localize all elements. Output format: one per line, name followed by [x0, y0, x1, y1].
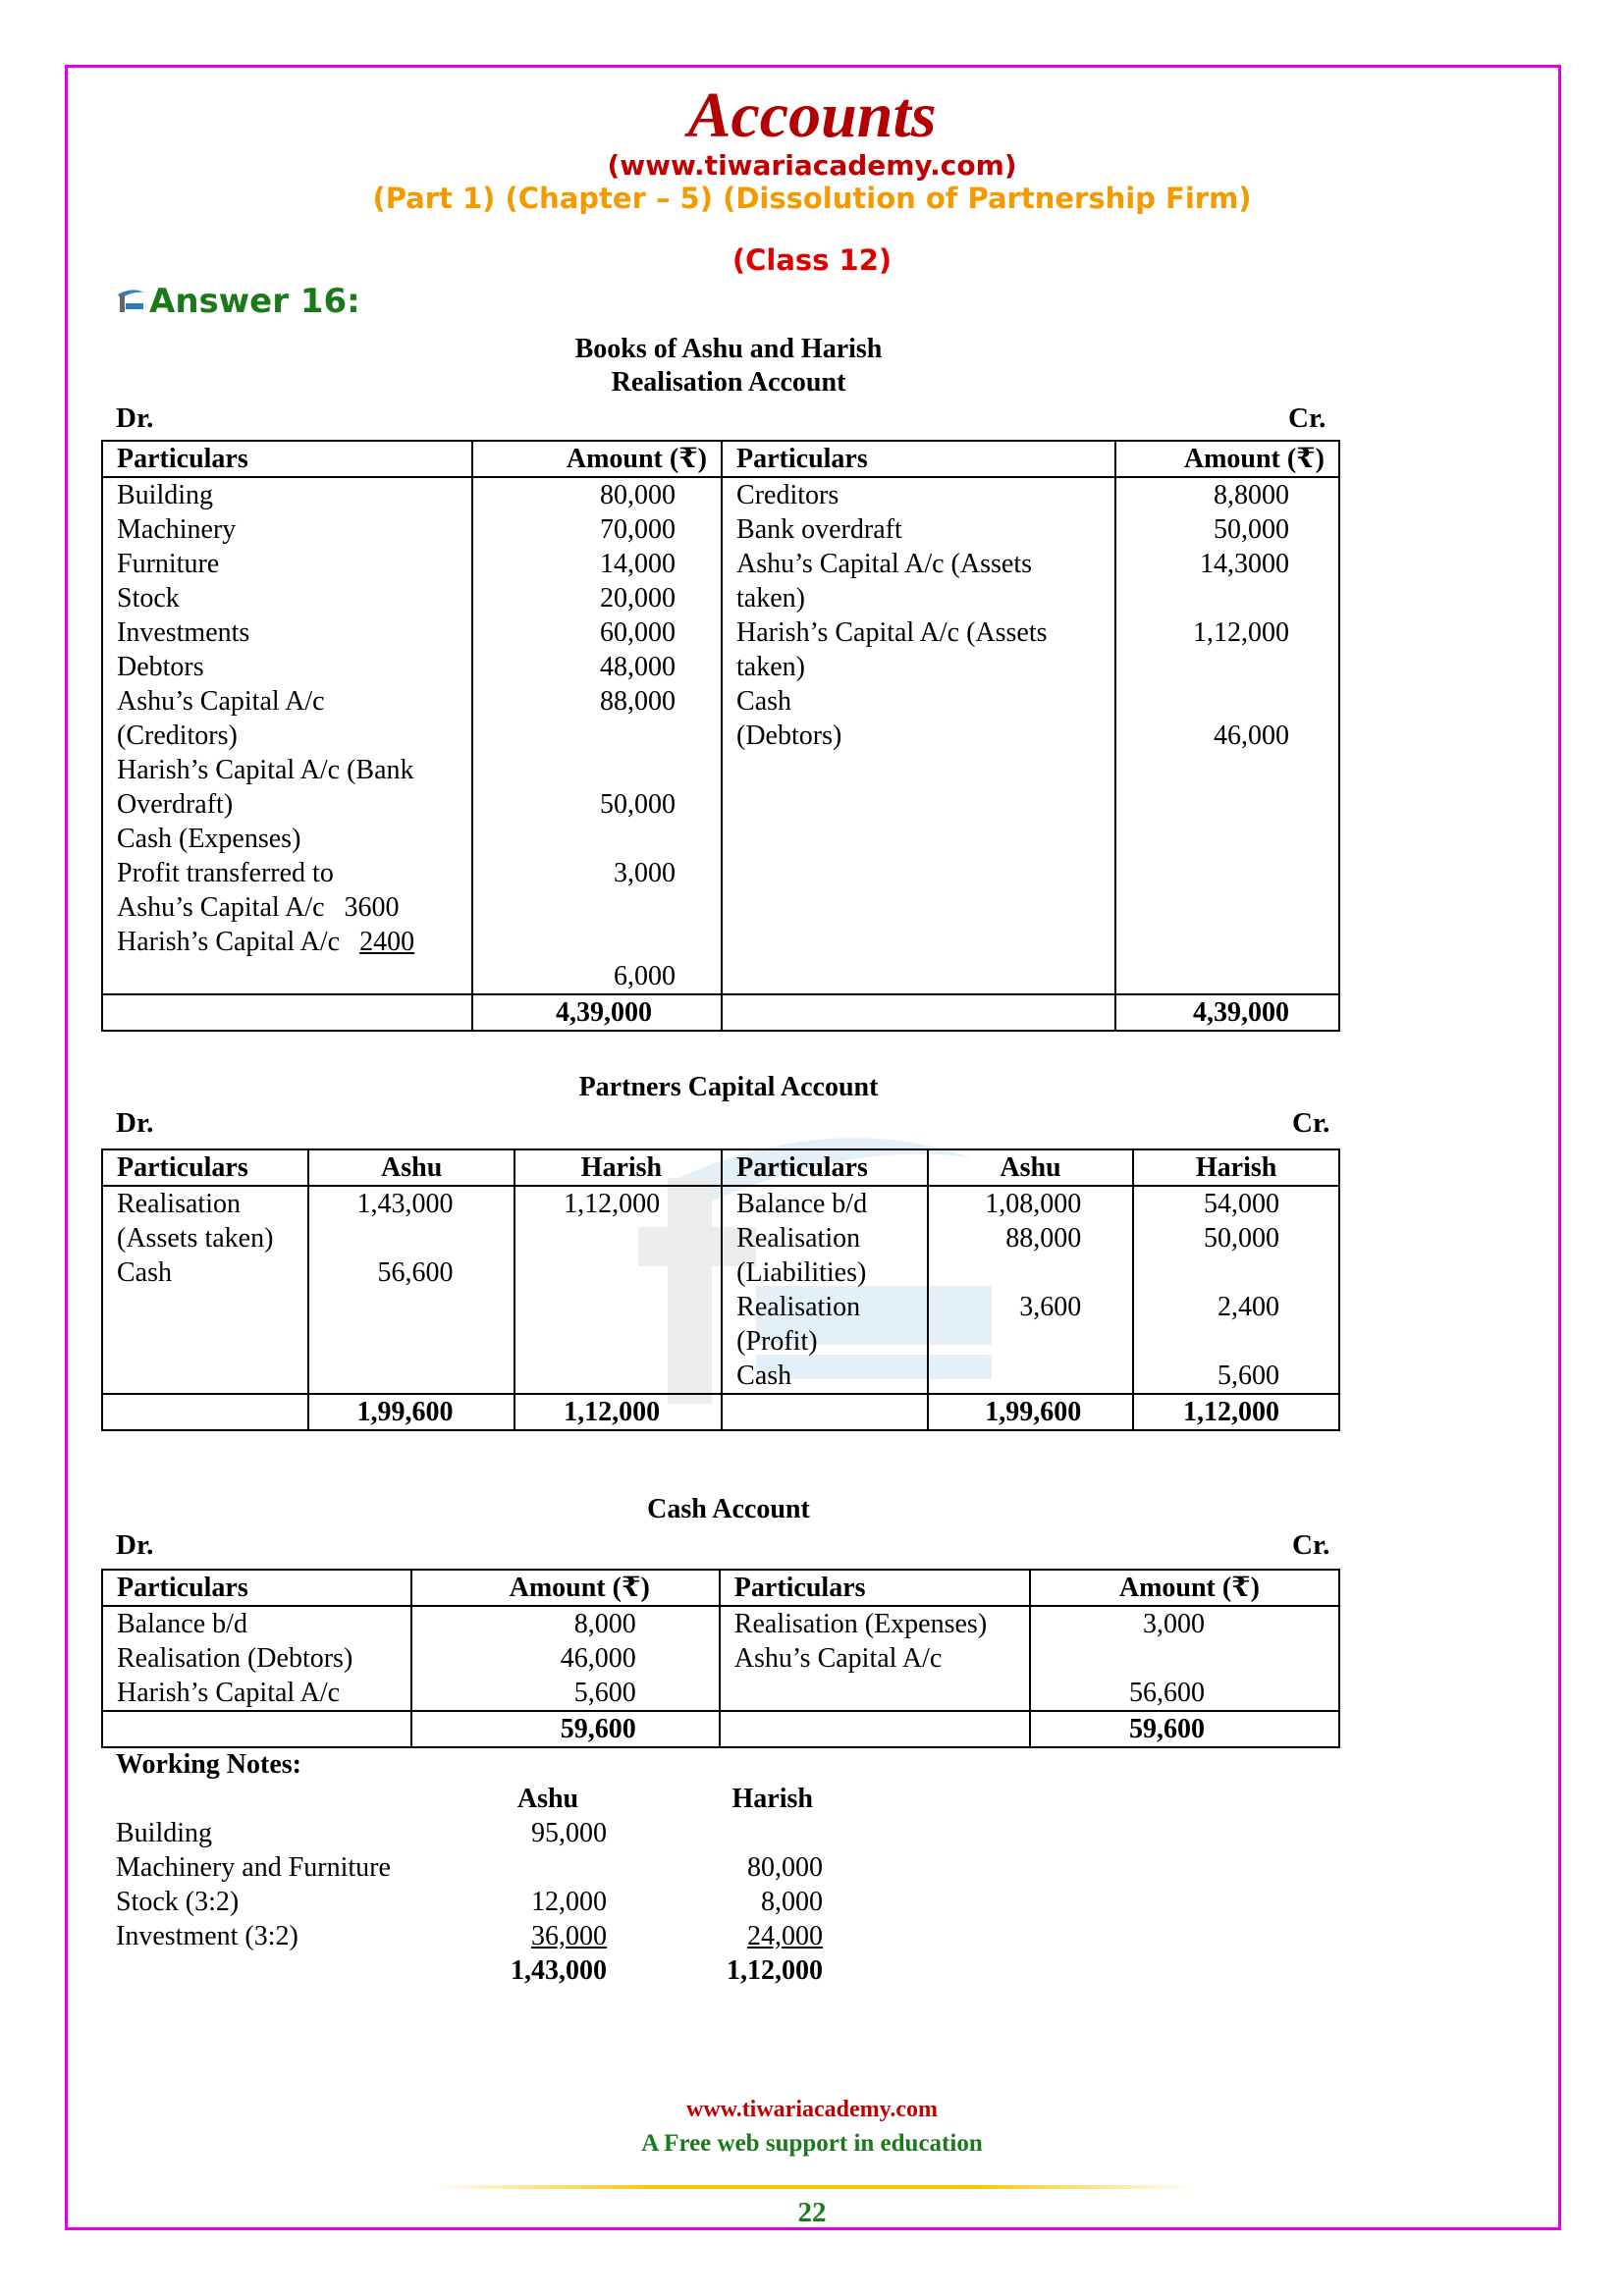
wn-label: Building [116, 1818, 213, 1848]
cash-body-row [102, 1606, 1339, 1711]
realisation-table [101, 440, 1340, 1032]
wn-col-harish: Harish [731, 1784, 813, 1814]
list-item: Balance b/d [117, 1609, 247, 1639]
amount-cell: 88,000 [1005, 1223, 1082, 1254]
cash-heading: Cash Account [647, 1494, 810, 1524]
amount-cell: 5,600 [573, 1678, 636, 1708]
capital-cr-ashu [928, 1186, 1134, 1394]
list-item: Cash [736, 1361, 792, 1391]
wn-harish: 80,000 [747, 1852, 823, 1883]
working-notes-heading: Working Notes: [116, 1749, 301, 1780]
list-item: Realisation (Debtors) [117, 1643, 353, 1674]
amount-cell: 3,000 [614, 858, 677, 888]
col-particulars: Particulars [102, 1149, 308, 1186]
working-notes-header [116, 1782, 823, 1816]
working-notes-total [116, 1953, 823, 1988]
amount-cell: 8,000 [573, 1609, 636, 1639]
cash-dr-label: Dr. [116, 1529, 154, 1561]
capital-cr-label: Cr. [1292, 1107, 1330, 1139]
col-amount: Amount (₹) [472, 441, 722, 477]
amount-cell: 70,000 [600, 514, 677, 545]
cash-total-cr: 59,600 [1030, 1711, 1339, 1747]
realisation-total-cr: 4,39,000 [1115, 994, 1339, 1031]
col-harish: Harish [1133, 1149, 1339, 1186]
capital-cr-particulars [722, 1186, 928, 1394]
list-item: Realisation (Expenses) [733, 1609, 988, 1639]
list-item: Ashu’s Capital A/c (Assets [736, 549, 1033, 579]
realisation-total-row [102, 994, 1339, 1031]
capital-dr-harish [514, 1186, 722, 1394]
wn-harish [607, 1816, 823, 1850]
cash-dr-amounts [411, 1606, 720, 1711]
col-particulars: Particulars [722, 441, 1115, 477]
table-row [116, 1919, 823, 1953]
capital-total-cr-ashu: 1,99,600 [928, 1394, 1134, 1430]
wn-ashu: 36,000 [531, 1921, 607, 1951]
list-item: Ashu’s Capital A/c [117, 686, 325, 717]
list-item: (Liabilities) [736, 1257, 867, 1288]
wn-ashu: 12,000 [531, 1887, 607, 1917]
list-item: Machinery [117, 514, 237, 545]
amount-cell: 54,000 [1204, 1189, 1279, 1219]
wn-total-harish: 1,12,000 [727, 1955, 823, 1986]
profit-harish-value: 2400 [359, 927, 415, 957]
capital-dr-label: Dr. [116, 1107, 154, 1139]
wn-ashu [489, 1850, 607, 1885]
profit-ashu-value: 3600 [344, 892, 400, 923]
profit-ashu-label: Ashu’s Capital A/c [117, 892, 325, 923]
col-ashu: Ashu [308, 1149, 515, 1186]
list-item: Harish’s Capital A/c (Bank [117, 755, 414, 785]
wn-total-ashu: 1,43,000 [511, 1955, 607, 1986]
realisation-cr-particulars [722, 477, 1115, 994]
amount-cell: 50,000 [1214, 514, 1289, 545]
list-item: Creditors [736, 480, 839, 510]
wn-ashu: 95,000 [531, 1818, 607, 1848]
list-item: Realisation [117, 1189, 241, 1219]
list-item: Bank overdraft [736, 514, 902, 545]
capital-dr-particulars [102, 1186, 308, 1394]
list-item: Harish’s Capital A/c [117, 1678, 341, 1708]
list-item: Furniture [117, 549, 220, 579]
col-amount: Amount (₹) [1030, 1570, 1339, 1606]
wn-label: Investment (3:2) [116, 1921, 298, 1951]
list-item: Cash [736, 686, 792, 717]
header-class: (Class 12) [731, 243, 893, 277]
footer-tagline: A Free web support in education [641, 2130, 983, 2157]
realisation-total-dr: 4,39,000 [472, 994, 722, 1031]
list-item: Balance b/d [736, 1189, 868, 1219]
cash-cr-particulars [720, 1606, 1030, 1711]
capital-total-dr-harish: 1,12,000 [514, 1394, 722, 1430]
capital-total-dr-ashu: 1,99,600 [308, 1394, 515, 1430]
amount-cell: 1,43,000 [356, 1189, 454, 1219]
realisation-dr-amounts [472, 477, 722, 994]
realisation-dr-label: Dr. [116, 402, 154, 434]
wn-col-ashu: Ashu [516, 1784, 579, 1814]
amount-cell: 6,000 [614, 961, 677, 991]
capital-heading: Partners Capital Account [578, 1072, 879, 1102]
realisation-cr-amounts [1115, 477, 1339, 994]
table-row [116, 1816, 823, 1850]
amount-cell: 3,600 [1019, 1292, 1082, 1322]
cash-table [101, 1569, 1340, 1748]
cash-header-row [102, 1570, 1339, 1606]
col-particulars: Particulars [722, 1149, 928, 1186]
profit-ashu-line [117, 890, 458, 925]
header-site: (www.tiwariacademy.com) [607, 149, 1017, 182]
capital-cr-harish [1133, 1186, 1339, 1394]
footer-divider [432, 2185, 1198, 2189]
profit-harish-line [117, 925, 458, 959]
list-item: Investments [117, 617, 250, 648]
amount-cell: 8,8000 [1214, 480, 1289, 510]
cash-total-row [102, 1711, 1339, 1747]
list-item: Cash (Expenses) [117, 824, 301, 854]
footer-site: www.tiwariacademy.com [686, 2097, 938, 2122]
list-item: (Creditors) [117, 721, 238, 751]
capital-total-cr-harish: 1,12,000 [1133, 1394, 1339, 1430]
capital-header-row [102, 1149, 1339, 1186]
realisation-header-row [102, 441, 1339, 477]
capital-total-row [102, 1394, 1339, 1430]
realisation-cr-label: Cr. [1288, 402, 1326, 434]
list-item: Overdraft) [117, 789, 234, 820]
list-item: Stock [117, 583, 180, 614]
list-item: (Debtors) [736, 721, 842, 751]
wn-harish: 8,000 [761, 1887, 823, 1917]
amount-cell: 56,600 [1129, 1678, 1205, 1708]
list-item: Harish’s Capital A/c (Assets [736, 617, 1048, 648]
tiwari-logo-icon [116, 289, 145, 314]
col-particulars: Particulars [102, 1570, 411, 1606]
realisation-heading: Realisation Account [611, 367, 846, 398]
cash-dr-particulars [102, 1606, 411, 1711]
capital-dr-ashu [308, 1186, 515, 1394]
table-row [116, 1885, 823, 1919]
amount-cell: 14,000 [600, 549, 677, 579]
amount-cell: 3,000 [1143, 1609, 1205, 1639]
col-particulars: Particulars [102, 441, 472, 477]
col-particulars: Particulars [720, 1570, 1030, 1606]
list-item: (Profit) [736, 1326, 818, 1357]
page-title: Accounts [687, 80, 937, 151]
col-ashu: Ashu [928, 1149, 1134, 1186]
amount-cell: 50,000 [600, 789, 677, 820]
cash-total-dr: 59,600 [411, 1711, 720, 1747]
amount-cell: 20,000 [600, 583, 677, 614]
amount-cell: 1,08,000 [985, 1189, 1082, 1219]
capital-body-row [102, 1186, 1339, 1394]
list-item: Ashu’s Capital A/c [733, 1643, 943, 1674]
list-item: Profit transferred to [117, 858, 334, 888]
wn-label: Stock (3:2) [116, 1887, 240, 1917]
capital-table [101, 1148, 1340, 1431]
amount-cell: 1,12,000 [564, 1189, 661, 1219]
amount-cell: 1,12,000 [1193, 617, 1289, 648]
books-heading: Books of Ashu and Harish [574, 334, 883, 364]
profit-harish-label: Harish’s Capital A/c [117, 927, 341, 957]
wn-label: Machinery and Furniture [116, 1852, 391, 1883]
list-item: taken) [736, 652, 805, 682]
realisation-dr-particulars [102, 477, 472, 994]
amount-cell: 50,000 [1204, 1223, 1279, 1254]
list-item: Realisation [736, 1292, 861, 1322]
answer-heading [116, 282, 360, 321]
table-row [116, 1850, 823, 1885]
amount-cell: 88,000 [600, 686, 677, 717]
amount-cell: 60,000 [600, 617, 677, 648]
working-notes [116, 1747, 823, 1988]
realisation-body-row [102, 477, 1339, 994]
amount-cell: 80,000 [600, 480, 677, 510]
list-item: Realisation [736, 1223, 861, 1254]
cash-cr-amounts [1030, 1606, 1339, 1711]
list-item: Cash [117, 1257, 172, 1288]
list-item: (Assets taken) [117, 1223, 274, 1254]
amount-cell: 46,000 [560, 1643, 636, 1674]
list-item: Building [117, 480, 214, 510]
wn-harish: 24,000 [747, 1921, 823, 1951]
amount-cell: 48,000 [600, 652, 677, 682]
page-number: 22 [797, 2197, 827, 2228]
amount-cell: 46,000 [1214, 721, 1289, 751]
col-harish: Harish [514, 1149, 722, 1186]
list-item: taken) [736, 583, 805, 614]
answer-label: Answer 16: [149, 282, 360, 321]
amount-cell: 14,3000 [1200, 549, 1289, 579]
col-amount: Amount (₹) [1115, 441, 1339, 477]
header-part-chapter: (Part 1) (Chapter – 5) (Dissolution of Partnership Firm) [372, 182, 1252, 215]
amount-cell: 5,600 [1218, 1361, 1279, 1391]
amount-cell: 56,600 [377, 1257, 454, 1288]
cash-cr-label: Cr. [1292, 1529, 1330, 1561]
col-amount: Amount (₹) [411, 1570, 720, 1606]
list-item: Debtors [117, 652, 204, 682]
amount-cell: 2,400 [1218, 1292, 1279, 1322]
